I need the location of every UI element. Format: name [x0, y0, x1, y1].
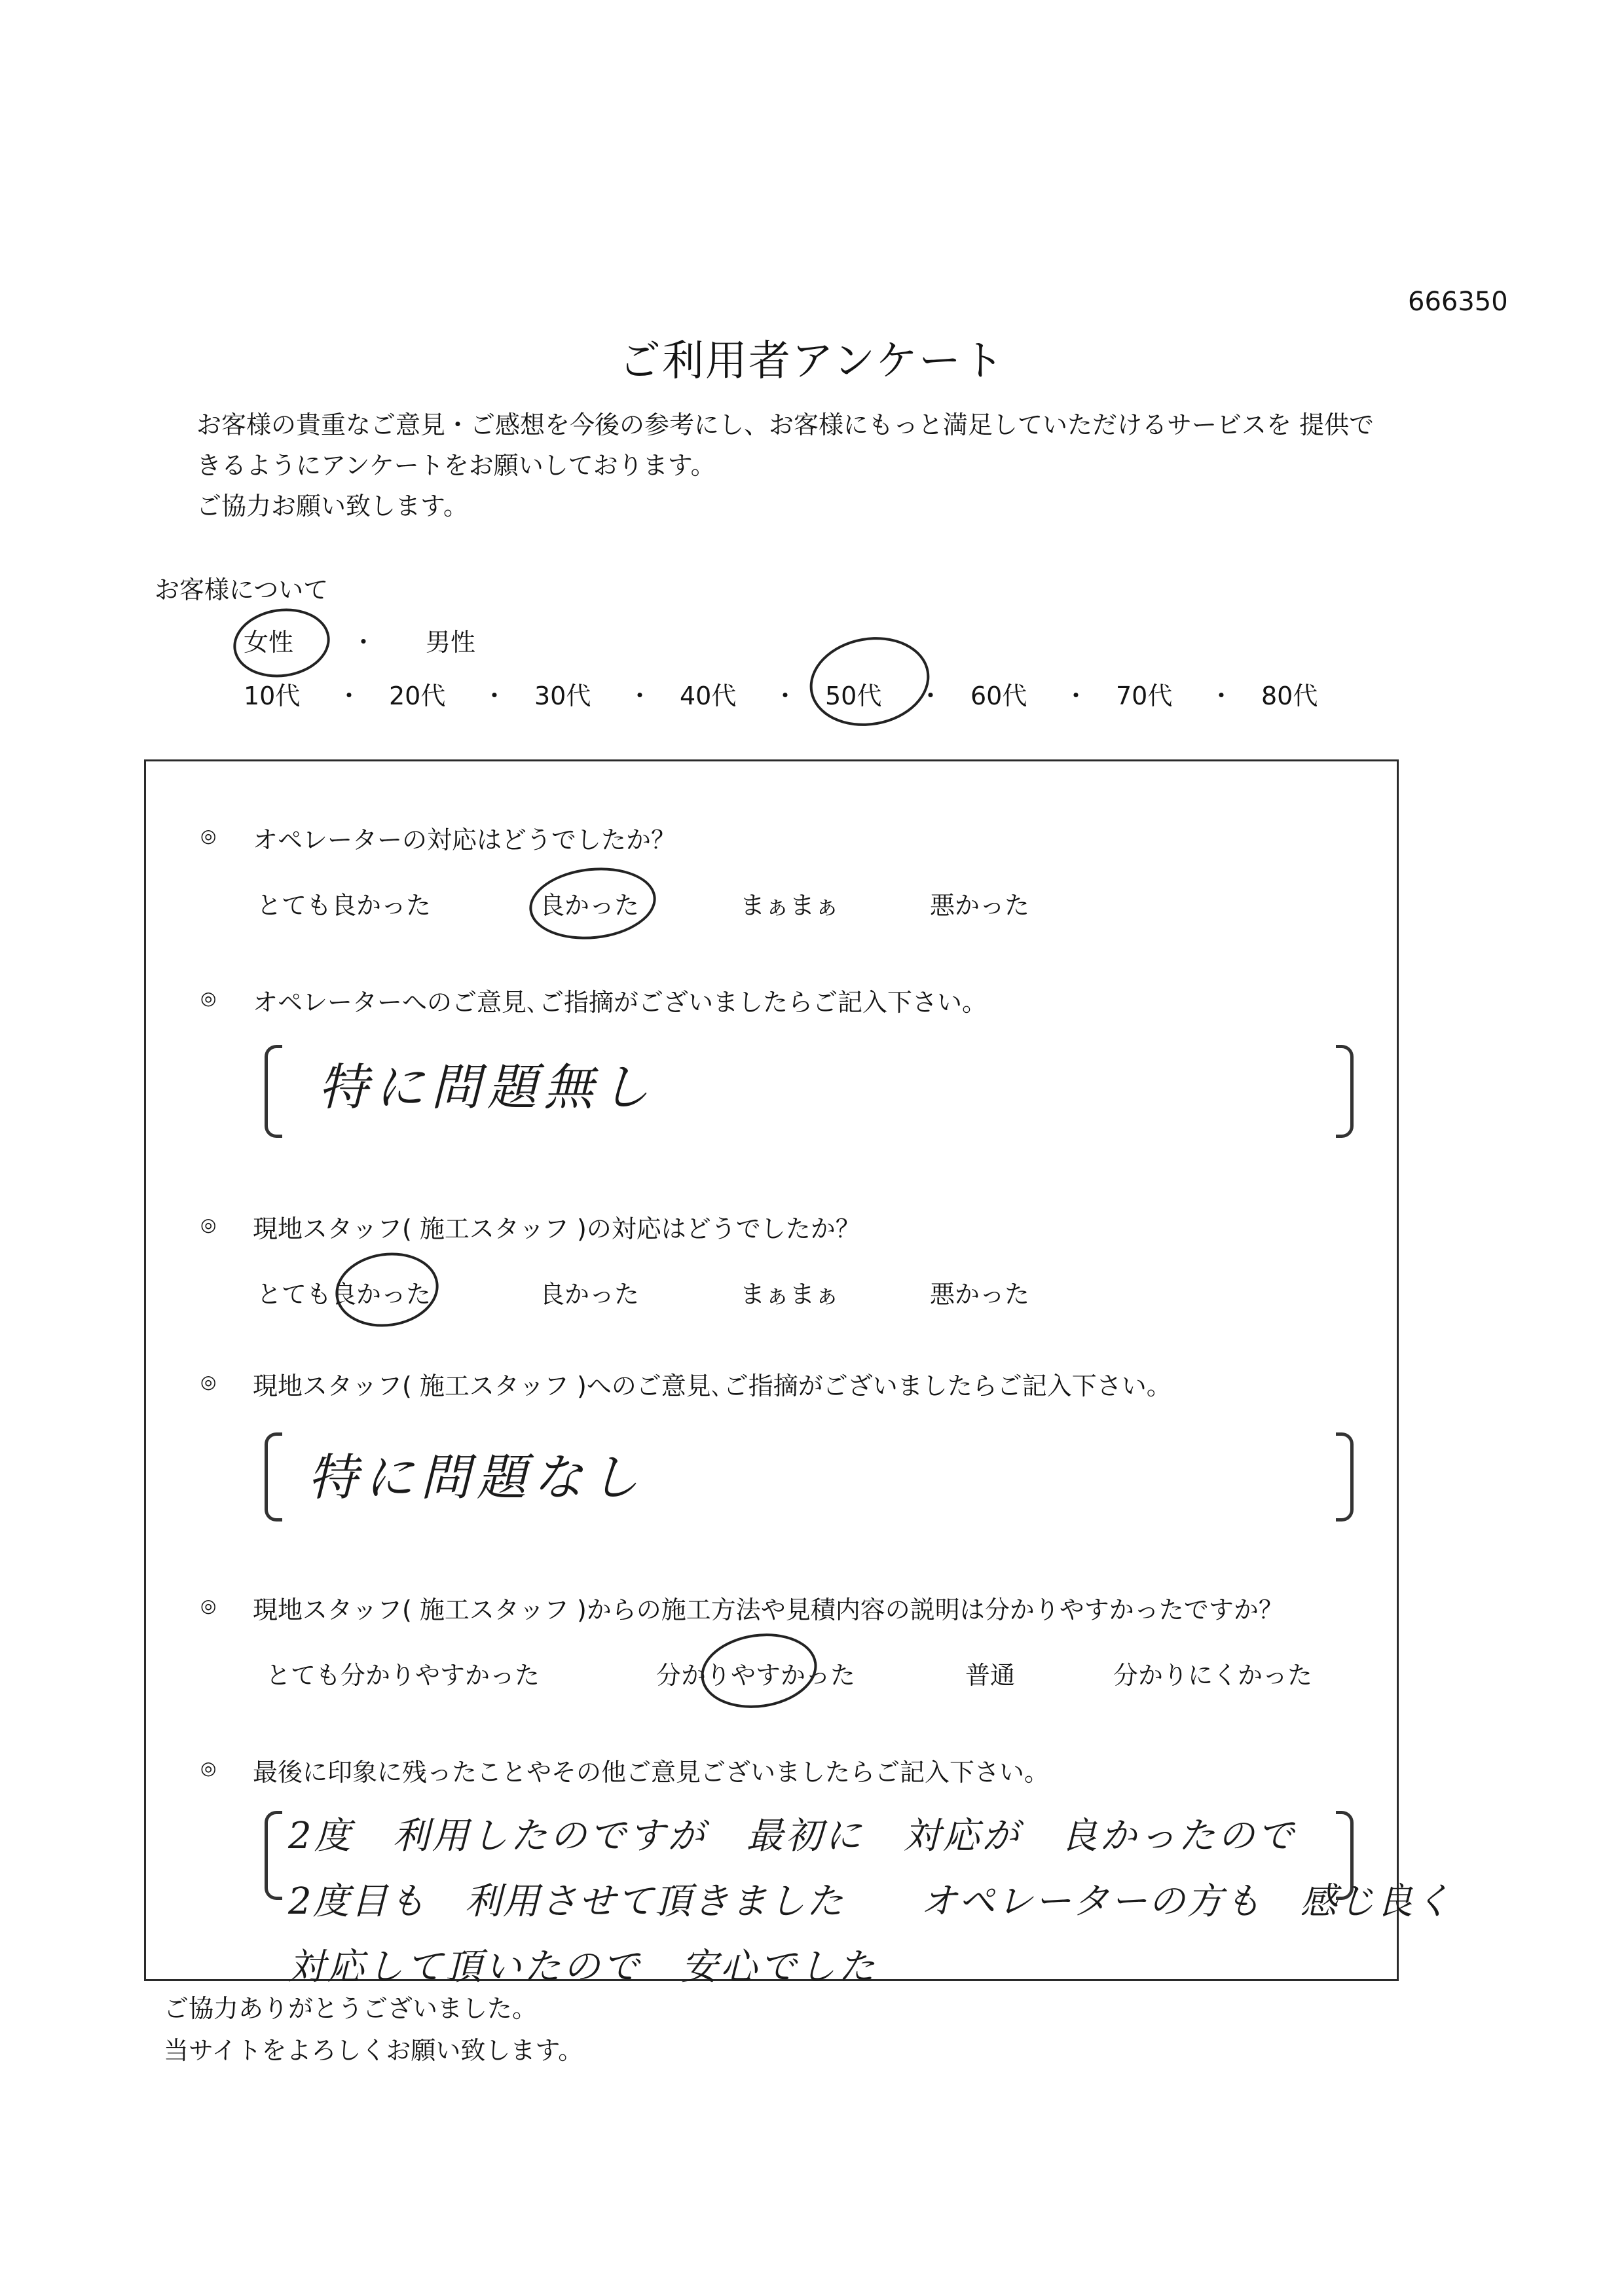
q3-option-bad[interactable]: 悪かった — [930, 1280, 1030, 1309]
intro-line: お客様の貴重なご意見・ご感想を今後の参考にし、お客様にもっと満足していただけるサービスを 提供で — [196, 410, 1375, 439]
q5-option-clear[interactable]: 分かりやすかった — [656, 1661, 856, 1690]
age-separator: ・ — [1209, 682, 1234, 710]
customer-section-label: お客様について — [155, 575, 329, 604]
answer-bracket-left — [265, 1045, 282, 1138]
q5-option-unclear[interactable]: 分かりにくかった — [1113, 1661, 1313, 1690]
handwritten-answer-line: 2度目も 利用させて頂きました オペレーターの方も 感じ良く — [288, 1880, 1452, 1923]
q1-option-good[interactable]: 良かった — [540, 891, 640, 920]
question-bullet: ◎ — [200, 825, 217, 847]
closing-line: 当サイトをよろしくお願い致します。 — [164, 2036, 583, 2065]
age-option-50s[interactable]: 50代 — [825, 682, 882, 710]
age-separator: ・ — [1063, 682, 1089, 710]
q1-option-very-good[interactable]: とても良かった — [257, 891, 432, 920]
q3-option-good[interactable]: 良かった — [540, 1280, 640, 1309]
age-option-80s[interactable]: 80代 — [1261, 682, 1318, 710]
handwritten-answer: 特に問題無し — [318, 1058, 656, 1116]
gender-selection-circle — [229, 602, 334, 683]
page-title: ご利用者アンケート — [618, 337, 1006, 386]
question-bullet: ◎ — [200, 1595, 217, 1616]
answer-bracket-right — [1336, 1432, 1354, 1522]
age-option-70s[interactable]: 70代 — [1116, 682, 1173, 710]
answer-bracket-left — [265, 1432, 282, 1522]
question-bullet: ◎ — [200, 1214, 217, 1235]
age-separator: ・ — [337, 682, 362, 710]
q3-option-so-so[interactable]: まぁまぁ — [740, 1280, 840, 1309]
age-separator: ・ — [773, 682, 798, 710]
question-text: オペレーターへのご意見､ご指摘がございましたらご記入下さい。 — [253, 988, 987, 1017]
intro-line: きるようにアンケートをお願いしております。 — [196, 451, 716, 480]
handwritten-answer: 特に問題なし — [308, 1448, 646, 1506]
handwritten-answer-line: 2度 利用したのですが 最初に 対応が 良かったので — [288, 1815, 1297, 1857]
age-separator: ・ — [627, 682, 653, 710]
gender-separator: ・ — [351, 628, 377, 657]
handwritten-answer-line: 対応して頂いたので 安心でした — [288, 1946, 877, 1988]
answer-bracket-right — [1336, 1045, 1354, 1138]
question-text: 現地スタッフ( 施工スタッフ )からの施工方法や見積内容の説明は分かりやすかったですか？ — [253, 1595, 1283, 1624]
question-bullet: ◎ — [200, 987, 217, 1009]
age-option-30s[interactable]: 30代 — [534, 682, 591, 710]
age-separator: ・ — [482, 682, 507, 710]
q5-option-normal[interactable]: 普通 — [965, 1661, 1016, 1690]
intro-line: ご協力お願い致します。 — [196, 492, 468, 520]
question-bullet: ◎ — [200, 1757, 217, 1779]
age-option-40s[interactable]: 40代 — [680, 682, 737, 710]
closing-text — [164, 1988, 583, 2071]
answer-bracket-left — [265, 1811, 282, 1900]
question-bullet: ◎ — [200, 1371, 217, 1393]
question-text: オペレーターの対応はどうでしたか？ — [253, 826, 676, 854]
age-selection-circle — [803, 628, 936, 735]
age-option-60s[interactable]: 60代 — [970, 682, 1027, 710]
closing-line: ご協力ありがとうございました。 — [164, 1994, 538, 2023]
question-text: 現地スタッフ( 施工スタッフ )の対応はどうでしたか？ — [253, 1214, 860, 1243]
document-id: 666350 — [1408, 287, 1508, 317]
question-text: 最後に印象に残ったことやその他ご意見ございましたらご記入下さい。 — [253, 1758, 1050, 1787]
gender-option-female[interactable]: 女性 — [244, 628, 294, 657]
age-separator: ・ — [918, 682, 944, 710]
age-option-20s[interactable]: 20代 — [389, 682, 446, 710]
q1-option-bad[interactable]: 悪かった — [930, 891, 1030, 920]
age-option-10s[interactable]: 10代 — [244, 682, 301, 710]
gender-option-male[interactable]: 男性 — [426, 628, 476, 657]
intro-text — [196, 405, 1374, 526]
q3-option-very-good[interactable]: とても良かった — [257, 1280, 432, 1309]
q5-option-very-clear[interactable]: とても分かりやすかった — [266, 1661, 540, 1690]
q1-option-so-so[interactable]: まぁまぁ — [740, 891, 840, 920]
question-text: 現地スタッフ( 施工スタッフ )へのご意見､ご指摘がございましたらご記入下さい。 — [253, 1372, 1172, 1400]
